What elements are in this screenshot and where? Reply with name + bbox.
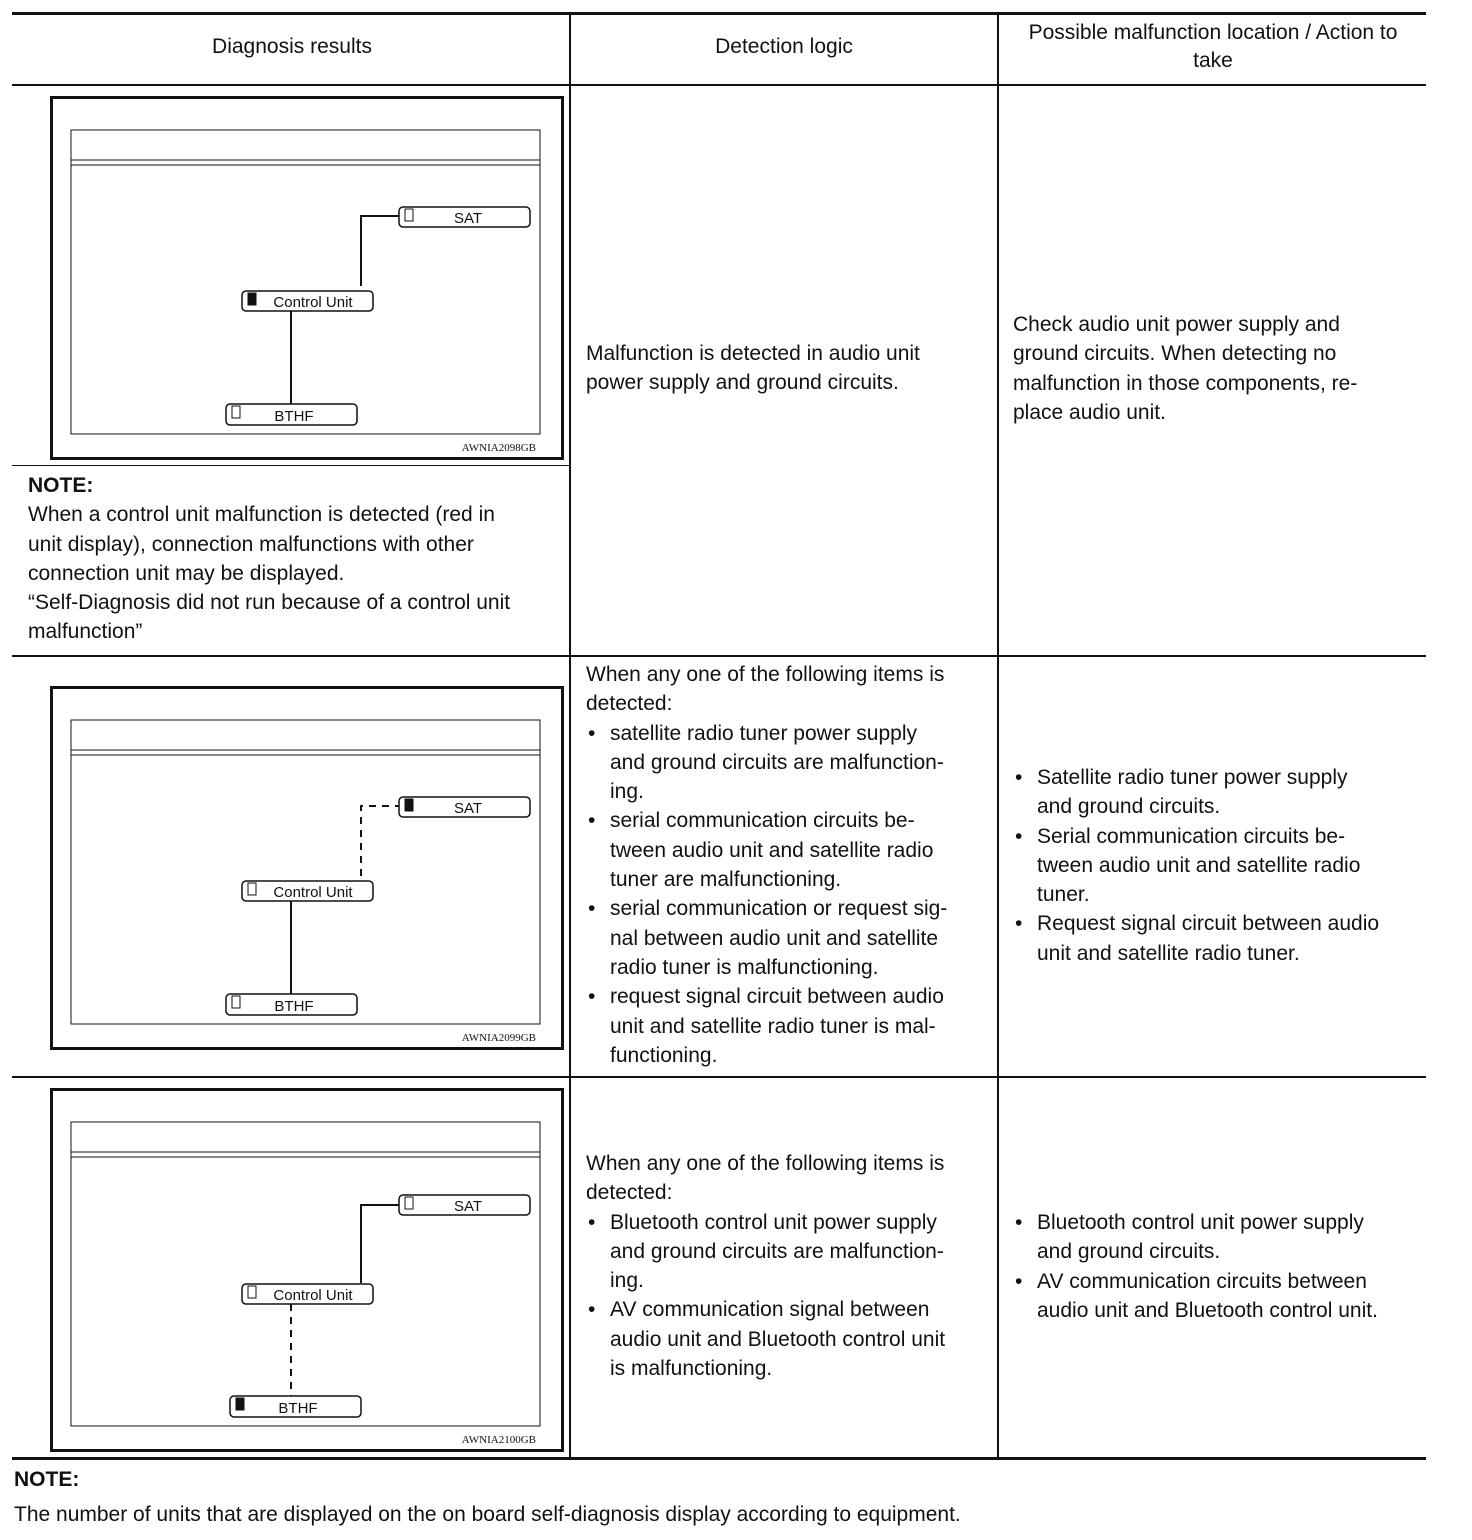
row1-bottom-rule (12, 655, 1426, 657)
figure-code: AWNIA2099GB (461, 1032, 536, 1044)
detection-bullet: • AV communication signal between audio unit and Bluetooth control unit is malfunctioning. (586, 1295, 991, 1383)
row3-detection-logic (586, 1149, 991, 1383)
header-action: Possible malfunction location / Action to take (1028, 21, 1398, 72)
column-divider-2 (997, 14, 999, 1459)
detection-bullet: • satellite radio tuner power supply and ground circuits are malfunction- ing. (586, 719, 991, 807)
action-line: place audio unit. (1013, 400, 1166, 424)
column-divider-1 (569, 14, 571, 1459)
action-line: ground circuits. When detecting no (1013, 342, 1337, 366)
action-line: malfunction in those components, re- (1013, 371, 1358, 395)
row1-note-line: “Self-Diagnosis did not run because of a control unit (28, 591, 511, 615)
control-unit-status-indicator (248, 293, 256, 305)
row1-detection-logic (586, 339, 991, 398)
action-bullet: • Request signal circuit between audio unit and satellite radio tuner. (1013, 909, 1423, 968)
bthf-unit-label: BTHF (278, 1400, 318, 1417)
sat-unit-label: SAT (453, 1198, 483, 1215)
bthf-unit-label: BTHF (274, 408, 314, 425)
detection-intro-line: detected: (586, 692, 673, 716)
row1-action (1013, 310, 1423, 427)
sat-status-indicator (405, 209, 413, 221)
row1-note-line: When a control unit malfunction is detected (red in (28, 503, 495, 527)
bthf-status-indicator (232, 406, 240, 418)
table-top-rule (12, 12, 1426, 15)
detection-line: Malfunction is detected in audio unit (586, 342, 920, 365)
detection-intro-line: detected: (586, 1181, 673, 1205)
row1-note-line: unit display), connection malfunctions with other (28, 532, 474, 556)
control-unit-status-indicator (248, 883, 256, 895)
row1-note-line: malfunction” (28, 620, 143, 644)
row3-action (1013, 1208, 1433, 1325)
row1-figure-note-divider (12, 465, 570, 466)
footer-note-text: The number of units that are displayed on the on board self-diagnosis display according to equipment. (14, 1503, 961, 1526)
bthf-unit-label: BTHF (274, 998, 314, 1015)
detection-bullet: • serial communication or request sig- nal between audio unit and satellite radio tuner is malfunctioning. (586, 894, 991, 982)
detection-intro-line: When any one of the following items is (586, 663, 945, 686)
control-unit-label: Control Unit (273, 884, 353, 901)
sat-status-indicator (405, 1197, 413, 1209)
diagnosis-figure-2 (50, 686, 564, 1050)
footer-note-title: NOTE: (14, 1468, 80, 1491)
row1-note-line: connection unit may be displayed. (28, 561, 345, 585)
action-bullet: • Bluetooth control unit power supply and ground circuits. (1013, 1208, 1433, 1267)
action-bullet: • Satellite radio tuner power supply and ground circuits. (1013, 763, 1423, 822)
row2-action (1013, 763, 1423, 968)
action-bullet: • Serial communication circuits be- tween audio unit and satellite radio tuner. (1013, 822, 1423, 910)
sat-unit-label: SAT (453, 800, 483, 817)
row1-note (28, 471, 564, 647)
detection-bullet-list (586, 719, 991, 1071)
header-bottom-rule (12, 84, 1426, 86)
diagnosis-figure-1 (50, 96, 564, 460)
detection-bullet: • Bluetooth control unit power supply and ground circuits are malfunction- ing. (586, 1208, 991, 1296)
control-unit-label: Control Unit (273, 294, 353, 311)
detection-line: power supply and ground circuits. (586, 371, 899, 395)
row2-bottom-rule (12, 1076, 1426, 1078)
header-diagnosis-results: Diagnosis results (212, 35, 372, 58)
control-unit-label: Control Unit (273, 1287, 353, 1304)
action-bullet: • AV communication circuits between audio unit and Bluetooth control unit. (1013, 1267, 1433, 1326)
row2-detection-logic (586, 660, 991, 1070)
detection-bullet: • request signal circuit between audio unit and satellite radio tuner is mal- functioning. (586, 982, 991, 1070)
detection-bullet-list (586, 1208, 991, 1384)
detection-intro-line: When any one of the following items is (586, 1152, 945, 1175)
sat-unit-label: SAT (453, 210, 483, 227)
control-unit-status-indicator (248, 1286, 256, 1298)
row1-note-title: NOTE: (28, 474, 94, 497)
diagnosis-figure-3 (50, 1088, 564, 1452)
action-line: Check audio unit power supply and (1013, 313, 1340, 336)
detection-bullet: • serial communication circuits be- tween audio unit and satellite radio tuner are malfunctioning. (586, 806, 991, 894)
action-bullet-list (1013, 763, 1423, 968)
bthf-status-indicator (232, 996, 240, 1008)
table-bottom-rule (12, 1457, 1426, 1460)
figure-code: AWNIA2100GB (461, 1434, 536, 1446)
bthf-status-indicator (236, 1398, 244, 1410)
header-detection-logic: Detection logic (715, 35, 853, 58)
sat-status-indicator (405, 799, 413, 811)
action-bullet-list (1013, 1208, 1433, 1325)
figure-code: AWNIA2098GB (461, 442, 536, 454)
